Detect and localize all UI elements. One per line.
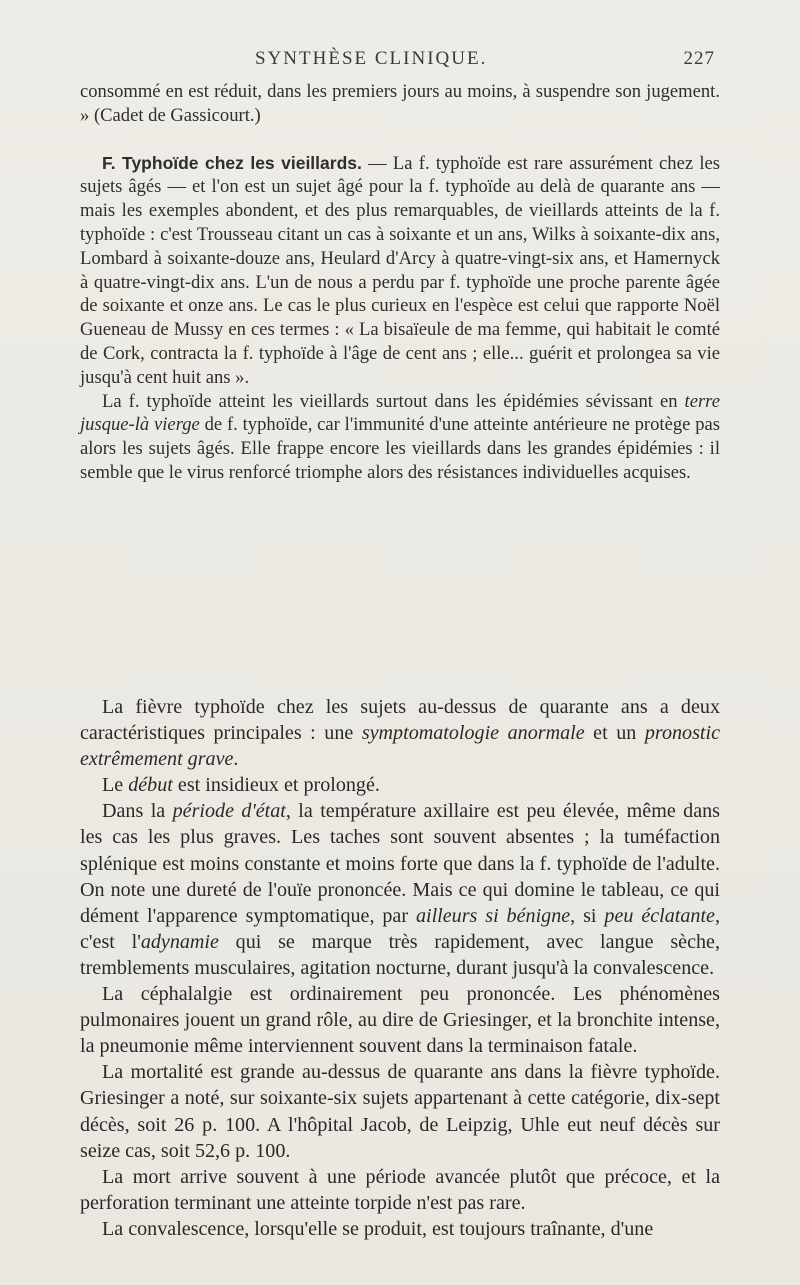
- text-run: Le: [102, 774, 129, 797]
- italic-run: début: [128, 774, 173, 797]
- section-heading: F. Typhoïde chez les vieillards.: [102, 152, 362, 173]
- text-run: La f. typhoïde atteint les vieillards surtout dans les épidémies sévissant en: [102, 390, 685, 412]
- text-run: et un: [584, 722, 645, 745]
- paragraph-epidemics: [80, 390, 720, 485]
- italic-run: symptomatologie anormale: [361, 722, 585, 745]
- paragraph-onset: [80, 772, 720, 798]
- paragraph-characteristics: [80, 694, 720, 772]
- text-run: de f. typhoïde, car l'immunité d'une atteinte antérieure ne protège pas alors les sujets âgés. Elle frappe encore les vieillards dans les grandes épidémies : il semble que le virus renforcé triomphe alors des résistances individuelles acquises.: [80, 414, 720, 483]
- paragraph-headache: La céphalalgie est ordinairement peu prononcée. Les phénomènes pulmonaires jouent un grand rôle, au dire de Griesinger, et la bronchite intense, la pneumonie même interviennent souvent dans la terminaison fatale.: [80, 983, 720, 1058]
- paragraph-typhoid-elderly: [80, 152, 720, 390]
- page-number: 227: [683, 48, 715, 69]
- text-run: , la température axillaire est peu élevée, même dans les cas les plus graves. Les taches sont souvent absentes ; la tuméfaction splénique est moins constante et moins forte que dans la f. typhoïde de l'adulte. On note une dureté de l'ouïe prononcée. Mais ce qui domine le tableau, ce qui dément l'apparence symptomatique, par: [80, 800, 720, 927]
- italic-run: pronostic extrêmement grave: [80, 722, 720, 771]
- text-run: est insidieux et prolongé.: [172, 774, 380, 797]
- text-run: , si: [570, 904, 605, 927]
- paragraph-death: La mort arrive souvent à une période avancée plutôt que précoce, et la perforation terminant une atteinte torpide n'est pas rare.: [80, 1165, 720, 1214]
- italic-run: période d'état: [172, 800, 286, 823]
- large-print-section: [80, 694, 720, 1242]
- running-head-title: SYNTHÈSE CLINIQUE.: [255, 48, 488, 69]
- paragraph-mortality: La mortalité est grande au-dessus de quarante ans dans la fièvre typhoïde. Griesinger a noté, sur soixante-six sujets appartenant à cette catégorie, dix-sept décès, soit 26 p. 100. A l'hôpital Jacob, de Leipzig, Uhle eut neuf décès sur seize cas, soit 52,6 p. 100.: [80, 1061, 720, 1162]
- paragraph-text: — La f. typhoïde est rare assurément chez les sujets âgés — et l'on est un sujet âgé pour la f. typhoïde au delà de quarante ans — mais les exemples abondent, et des plus remarquables, de vieillards atteints de la f. typhoïde : c'est Trousseau citant un cas à soixante et un ans, Wilks à soixante-dix ans, Lombard à soixante-douze ans, Heulard d'Arcy à quatre-vingt-six ans, et Hamernyck à quatre-vingt-dix ans. L'un de nous a perdu par f. typhoïde une proche parente âgée de soixante et onze ans. Le cas le plus curieux en l'espèce est celui que rapporte Noël Gueneau de Mussy en ces termes : « La bisaïeule de ma femme, qui habitait le comté de Cork, contracta la f. typhoïde à l'âge de cent ans ; elle... guérit et prolongea sa vie jusqu'à cent huit ans ».: [80, 152, 720, 388]
- small-print-section: [80, 80, 720, 485]
- italic-run: terre jusque-là vierge: [80, 390, 720, 436]
- italic-run: ailleurs si bénigne: [415, 904, 571, 927]
- text-run: .: [233, 748, 239, 771]
- paragraph-state-period: [80, 798, 720, 981]
- text-run: Dans la: [102, 800, 173, 823]
- text-run: La fièvre typhoïde chez les sujets au-dessus de quarante ans a deux caractéristiques principales : une: [80, 696, 720, 745]
- text-run: qui se marque très rapidement, avec langue sèche, tremblements musculaires, agitation nocturne, durant jusqu'à la convalescence.: [80, 930, 720, 979]
- paragraph-continuation: consommé en est réduit, dans les premiers jours au moins, à suspendre son jugement. » (Cadet de Gassicourt.): [80, 81, 720, 126]
- italic-run: peu éclatante: [604, 904, 715, 927]
- paragraph-convalescence: La convalescence, lorsqu'elle se produit, est toujours traînante, d'une: [102, 1217, 654, 1240]
- italic-run: adynamie: [140, 930, 219, 953]
- text-run: , c'est l': [80, 904, 720, 953]
